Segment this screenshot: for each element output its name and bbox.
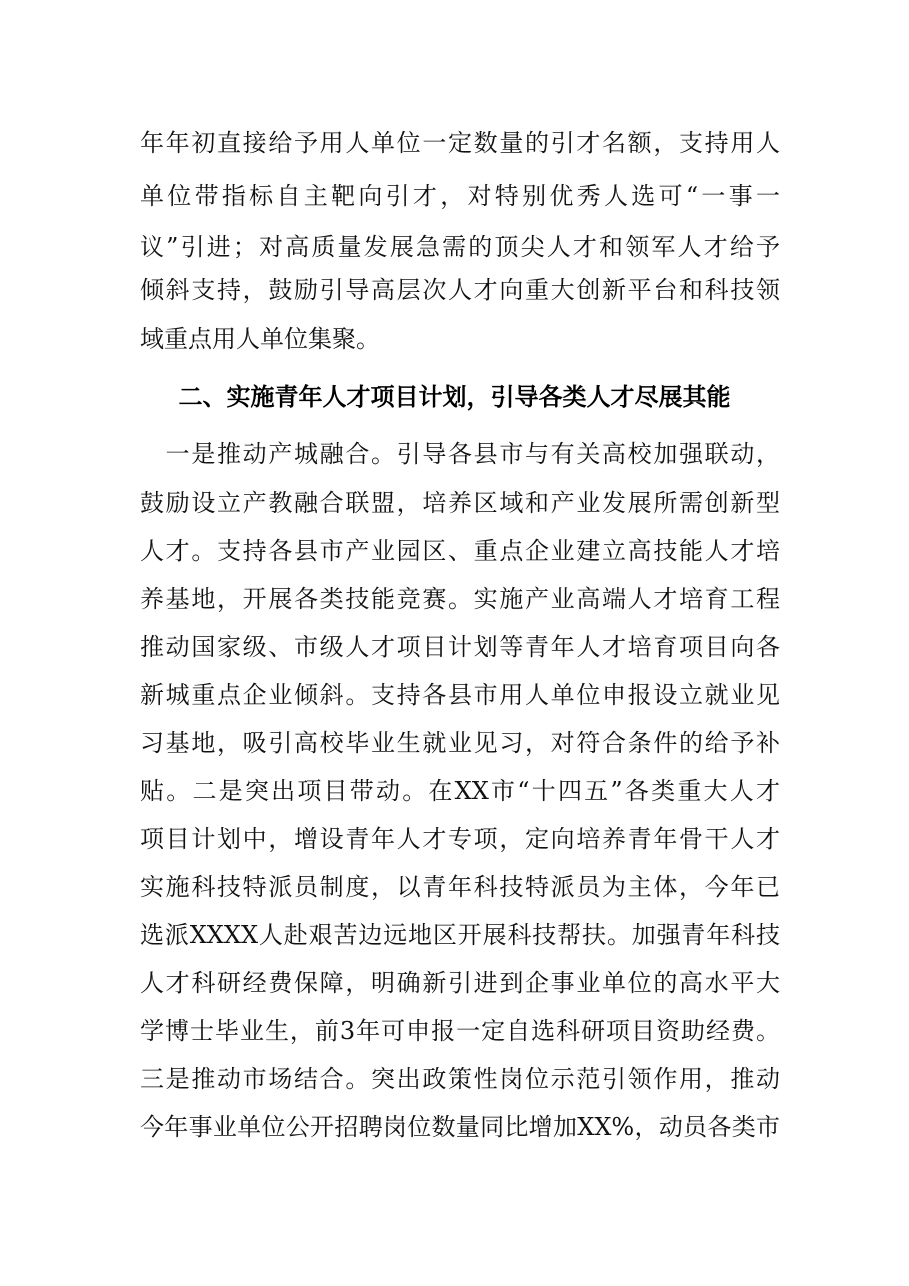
paragraph-2-line: 今年事业单位公开招聘岗位数量同比增加XX%，动员各类市: [140, 1113, 780, 1141]
paragraph-2-line: 人才科研经费保障，明确新引进到企事业单位的高水平大: [140, 969, 780, 997]
paragraph-1-line: 域重点用人单位集聚。: [140, 325, 380, 353]
paragraph-2-line: 新城重点企业倾斜。支持各县市用人单位申报设立就业见: [140, 681, 780, 709]
paragraph-2-line: 一是推动产城融合。引导各县市与有关高校加强联动，: [140, 440, 780, 468]
paragraph-2-line: 推动国家级、市级人才项目计划等青年人才培育项目向各: [140, 633, 780, 661]
paragraph-2-line: 项目计划中，增设青年人才专项，定向培养青年骨干人才: [140, 825, 780, 853]
paragraph-2-line: 鼓励设立产教融合联盟，培养区域和产业发展所需创新型: [140, 489, 780, 517]
paragraph-2-line: 人才。支持各县市产业园区、重点企业建立高技能人才培: [140, 537, 780, 565]
paragraph-2-line: 实施科技特派员制度，以青年科技特派员为主体，今年已: [140, 873, 780, 901]
section-heading: 二、实施青年人才项目计划，引导各类人才尽展其能: [178, 383, 731, 411]
paragraph-1-line: 倾斜支持，鼓励引导高层次人才向重大创新平台和科技领: [140, 276, 780, 304]
paragraph-1-line: 年年初直接给予用人单位一定数量的引才名额，支持用人: [140, 129, 780, 157]
paragraph-2-line: 学博士毕业生，前3年可申报一定自选科研项目资助经费。: [140, 1017, 780, 1045]
paragraph-2-line: 三是推动市场结合。突出政策性岗位示范引领作用，推动: [140, 1065, 780, 1093]
paragraph-2-line: 养基地，开展各类技能竞赛。实施产业高端人才培育工程: [140, 585, 780, 613]
paragraph-2-line: 贴。二是突出项目带动。在XX市“十四五”各类重大人才: [140, 777, 780, 805]
paragraph-1-line: 议”引进；对高质量发展急需的顶尖人才和领军人才给予: [140, 233, 780, 261]
paragraph-2-line: 选派XXXX人赴艰苦边远地区开展科技帮扶。加强青年科技: [140, 921, 780, 949]
paragraph-1-line: 单位带指标自主靶向引才，对特别优秀人选可“一事一: [140, 182, 780, 210]
paragraph-2-line: 习基地，吸引高校毕业生就业见习，对符合条件的给予补: [140, 729, 780, 757]
